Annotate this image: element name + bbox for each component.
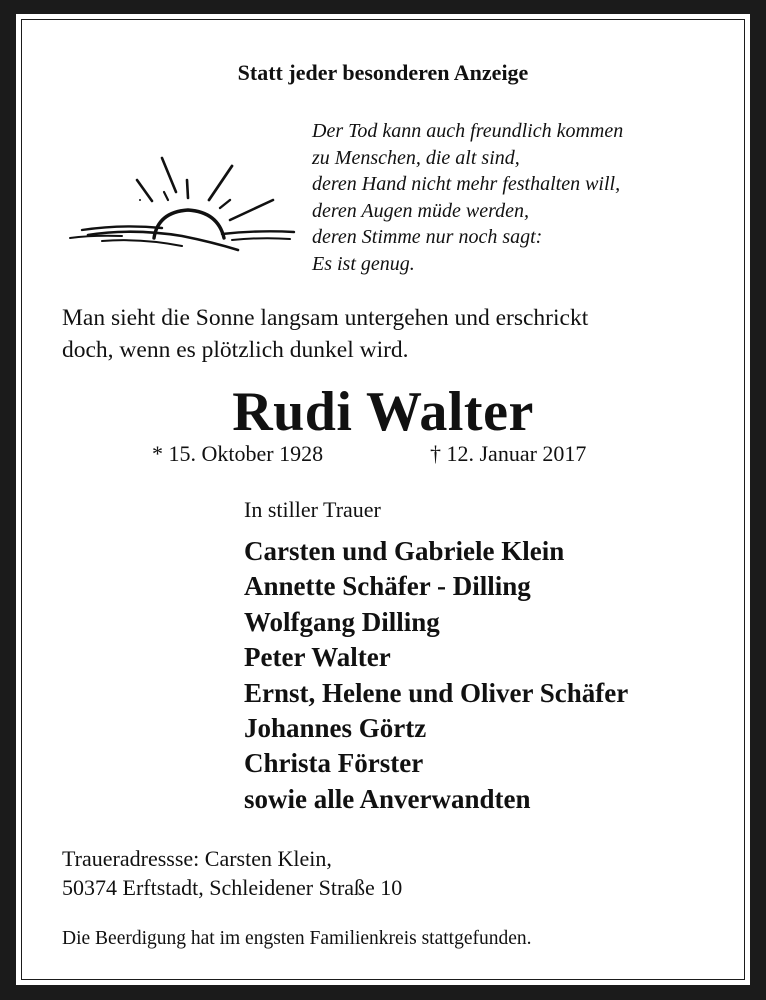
- birth-date: * 15. Oktober 1928: [152, 441, 324, 466]
- address-line: Traueradressse: Carsten Klein,: [62, 846, 332, 871]
- mourner-name: sowie alle Anverwandten: [244, 783, 531, 814]
- mourning-intro: In stiller Trauer: [244, 497, 381, 522]
- mourner-name: Carsten und Gabriele Klein: [244, 536, 565, 566]
- mourner-name: Peter Walter: [244, 642, 391, 673]
- mourner-name: Johannes Görtz: [244, 713, 427, 744]
- poem-line: deren Hand nicht mehr festhalten will,: [312, 173, 621, 195]
- poem-line: zu Menschen, die alt sind,: [312, 146, 520, 169]
- funeral-note: Die Beerdigung hat im engsten Familienkreis stattgefunden.: [62, 928, 532, 949]
- mourner-name: Ernst, Helene und Oliver Schäfer: [244, 677, 629, 708]
- mourner-name: Annette Schäfer - Dilling: [244, 571, 531, 602]
- setting-sun-icon: [62, 142, 298, 252]
- quote-line: doch, wenn es plötzlich dunkel wird.: [62, 337, 409, 363]
- mourners-list: [244, 534, 628, 817]
- mourner-name: Wolfgang Dilling: [244, 606, 440, 637]
- address-line: 50374 Erftstadt, Schleidener Straße 10: [62, 875, 403, 900]
- mourner-name: Christa Förster: [244, 748, 424, 779]
- poem: [312, 118, 623, 277]
- quote: [62, 302, 588, 366]
- deceased-name: Rudi Walter: [232, 381, 534, 443]
- poem-line: deren Stimme nur noch sagt:: [312, 226, 543, 248]
- poem-line: Der Tod kann auch freundlich kommen: [312, 120, 624, 142]
- headline: Statt jeder besonderen Anzeige: [237, 60, 529, 85]
- mourning-address: [62, 844, 402, 902]
- poem-line: Es ist genug.: [312, 252, 415, 275]
- poem-line: deren Augen müde werden,: [312, 199, 529, 222]
- notice-panel: [16, 14, 750, 985]
- quote-line: Man sieht die Sonne langsam untergehen und erschrickt: [62, 305, 589, 331]
- death-date: † 12. Januar 2017: [430, 441, 587, 466]
